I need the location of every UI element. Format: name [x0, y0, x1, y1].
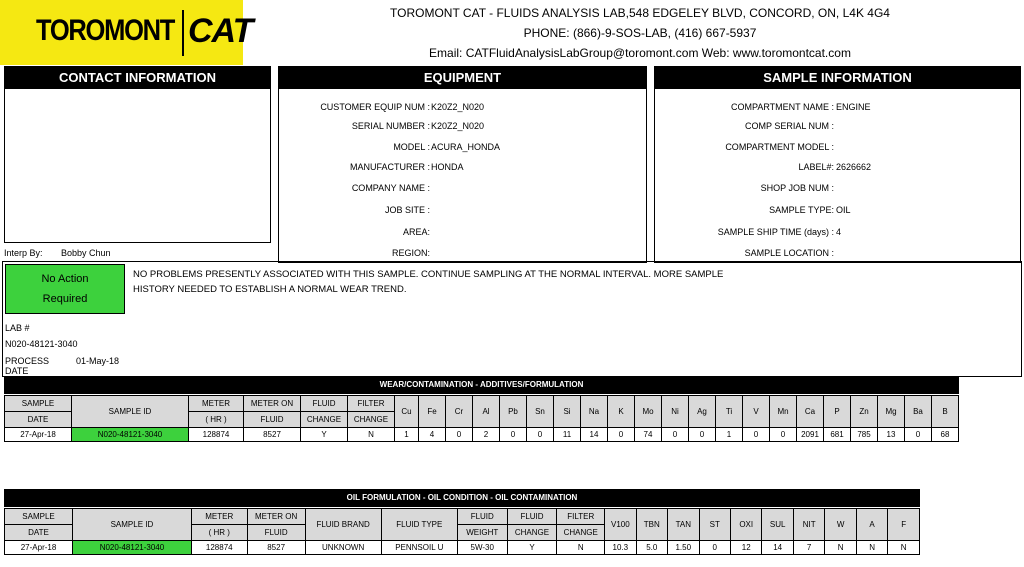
column-header: SAMPLE ID	[72, 396, 189, 428]
table-cell: 0	[699, 541, 730, 555]
column-header: Pb	[500, 396, 527, 428]
equipment-field-label: SERIAL NUMBER :	[351, 121, 430, 131]
column-header: METER	[189, 396, 244, 412]
table-cell: 5W-30	[457, 541, 507, 555]
column-header-sub: DATE	[5, 525, 73, 541]
equipment-field-value: ACURA_HONDA	[431, 142, 501, 152]
sample-field-label: LABEL#:	[798, 162, 834, 172]
column-header: Ti	[716, 396, 743, 428]
status-badge	[5, 264, 125, 314]
table-cell: 0	[662, 428, 689, 442]
column-header: Zn	[851, 396, 878, 428]
column-header: FILTER	[348, 396, 395, 412]
lab-number-label: LAB #	[5, 323, 30, 333]
table-cell: 0	[743, 428, 770, 442]
column-header: Ba	[905, 396, 932, 428]
column-header: F	[888, 509, 920, 541]
table-cell: 0	[500, 428, 527, 442]
column-header-sub: ( HR )	[189, 412, 244, 428]
column-header-sub: WEIGHT	[457, 525, 507, 541]
wear-table	[4, 395, 959, 442]
table-cell: 0	[527, 428, 554, 442]
sample-title: SAMPLE INFORMATION	[655, 67, 1020, 89]
process-date-value: 01-May-18	[76, 356, 120, 366]
column-header: TAN	[668, 509, 699, 541]
column-header: FLUID TYPE	[381, 509, 457, 541]
column-header: Si	[554, 396, 581, 428]
column-header: Cr	[446, 396, 473, 428]
table-row	[5, 428, 959, 442]
sample-field-value: 4	[836, 227, 842, 237]
sample-field-label: SAMPLE TYPE:	[769, 205, 834, 215]
table-cell: 8527	[247, 541, 305, 555]
column-header: Mo	[635, 396, 662, 428]
column-header: Ca	[797, 396, 824, 428]
sample-field-label: SAMPLE SHIP TIME (days) :	[717, 227, 834, 237]
column-header: Mg	[878, 396, 905, 428]
column-header-sub: ( HR )	[191, 525, 247, 541]
table-cell: 0	[905, 428, 932, 442]
table-cell: 13	[878, 428, 905, 442]
table-cell: 10.3	[605, 541, 636, 555]
table-cell: 0	[770, 428, 797, 442]
table-cell: 0	[689, 428, 716, 442]
column-header: SAMPLE	[5, 509, 73, 525]
table-cell: 1	[716, 428, 743, 442]
table-cell: 4	[419, 428, 446, 442]
column-header-sub: CHANGE	[348, 412, 395, 428]
process-label-line2: DATE	[5, 366, 29, 376]
column-header: Sn	[527, 396, 554, 428]
lab-address: TOROMONT CAT - FLUIDS ANALYSIS LAB,548 EDGELEY BLVD, CONCORD, ON, L4K 4G4	[390, 6, 890, 20]
column-header: METER	[191, 509, 247, 525]
column-header: TBN	[636, 509, 667, 541]
table-cell: N	[557, 541, 605, 555]
oil-table-title: OIL FORMULATION - OIL CONDITION - OIL CONTAMINATION	[4, 489, 920, 507]
column-header: P	[824, 396, 851, 428]
column-header: NIT	[793, 509, 824, 541]
column-header: SUL	[762, 509, 793, 541]
equipment-field-label: MODEL :	[393, 142, 430, 152]
table-cell: 0	[446, 428, 473, 442]
sample-field-label: COMPARTMENT NAME :	[730, 102, 834, 112]
table-cell: 27-Apr-18	[5, 428, 72, 442]
column-header-sub: FLUID	[244, 412, 301, 428]
equipment-field-value: K20Z2_N020	[431, 121, 485, 131]
interp-value: Bobby Chun	[61, 248, 111, 258]
equipment-field-value: HONDA	[431, 162, 464, 172]
sample-field-value: OIL	[836, 205, 851, 215]
column-header: Ni	[662, 396, 689, 428]
interp-label: Interp By:	[4, 248, 43, 258]
column-header: FLUID	[507, 509, 557, 525]
table-cell: 128874	[189, 428, 244, 442]
contact-panel	[4, 66, 271, 243]
equipment-field-value: K20Z2_N020	[431, 102, 485, 112]
table-row	[5, 541, 920, 555]
table-cell: 128874	[191, 541, 247, 555]
comment-line1: NO PROBLEMS PRESENTLY ASSOCIATED WITH THIS SAMPLE. CONTINUE SAMPLING AT THE NORMAL INTERVAL. MORE SAMPLE	[133, 269, 724, 280]
table-cell: 74	[635, 428, 662, 442]
equipment-field-label: COMPANY NAME :	[351, 183, 430, 193]
process-date-label	[5, 356, 49, 376]
table-cell: 68	[932, 428, 959, 442]
table-cell: 27-Apr-18	[5, 541, 73, 555]
table-cell: 2	[473, 428, 500, 442]
column-header: Fe	[419, 396, 446, 428]
column-header: FILTER	[557, 509, 605, 525]
sample-field-label: COMP SERIAL NUM :	[744, 121, 834, 131]
contact-title: CONTACT INFORMATION	[5, 67, 270, 89]
column-header: FLUID	[301, 396, 348, 412]
table-cell: N	[348, 428, 395, 442]
column-header: SAMPLE	[5, 396, 72, 412]
table-cell: UNKNOWN	[305, 541, 381, 555]
sample-field-label: SHOP JOB NUM :	[760, 183, 834, 193]
toromont-logo: TOROMONT	[36, 14, 175, 47]
column-header: ST	[699, 509, 730, 541]
table-cell: Y	[507, 541, 557, 555]
column-header: B	[932, 396, 959, 428]
logo-divider	[182, 10, 184, 56]
sample-field-value: ENGINE	[836, 102, 871, 112]
sample-id-cell: N020-48121-3040	[73, 541, 192, 555]
process-label-line1: PROCESS	[5, 356, 50, 366]
column-header: V100	[605, 509, 636, 541]
table-cell: PENNSOIL U	[381, 541, 457, 555]
table-cell: 1	[395, 428, 419, 442]
column-header: Na	[581, 396, 608, 428]
column-header: Mn	[770, 396, 797, 428]
column-header: Ag	[689, 396, 716, 428]
table-cell: 14	[762, 541, 793, 555]
column-header-sub: CHANGE	[507, 525, 557, 541]
oil-table	[4, 508, 920, 555]
table-cell: Y	[301, 428, 348, 442]
sample-field-label: COMPARTMENT MODEL :	[725, 142, 834, 152]
table-cell: N	[856, 541, 887, 555]
table-cell: 7	[793, 541, 824, 555]
column-header: OXI	[730, 509, 761, 541]
table-cell: 681	[824, 428, 851, 442]
comment-text	[133, 267, 723, 297]
table-cell: 785	[851, 428, 878, 442]
equipment-field-label: CUSTOMER EQUIP NUM :	[320, 102, 430, 112]
table-cell: 12	[730, 541, 761, 555]
sample-id-cell: N020-48121-3040	[72, 428, 189, 442]
table-cell: 0	[608, 428, 635, 442]
equipment-field-label: MANUFACTURER :	[349, 162, 430, 172]
table-cell: 14	[581, 428, 608, 442]
column-header-sub: FLUID	[247, 525, 305, 541]
table-cell: N	[825, 541, 856, 555]
equipment-field-label: REGION:	[391, 248, 430, 258]
column-header: Cu	[395, 396, 419, 428]
status-line2: Required	[42, 293, 88, 305]
column-header: FLUID BRAND	[305, 509, 381, 541]
sample-field-label: SAMPLE LOCATION :	[744, 248, 834, 258]
column-header: METER ON	[244, 396, 301, 412]
column-header-sub: CHANGE	[557, 525, 605, 541]
column-header-sub: CHANGE	[301, 412, 348, 428]
column-header: V	[743, 396, 770, 428]
cat-logo: CAT	[188, 12, 253, 50]
column-header: METER ON	[247, 509, 305, 525]
lab-number-value: N020-48121-3040	[5, 339, 78, 349]
table-cell: 8527	[244, 428, 301, 442]
column-header-sub: DATE	[5, 412, 72, 428]
table-cell: 11	[554, 428, 581, 442]
table-cell: 1.50	[668, 541, 699, 555]
column-header: FLUID	[457, 509, 507, 525]
column-header: A	[856, 509, 887, 541]
equipment-field-label: JOB SITE :	[384, 205, 430, 215]
wear-table-title: WEAR/CONTAMINATION - ADDITIVES/FORMULATION	[4, 376, 959, 394]
column-header: SAMPLE ID	[73, 509, 192, 541]
lab-contact: Email: CATFluidAnalysisLabGroup@toromont.com Web: www.toromontcat.com	[429, 46, 851, 60]
equipment-title: EQUIPMENT	[279, 67, 646, 89]
status-line1: No Action	[41, 273, 89, 285]
table-cell: 2091	[797, 428, 824, 442]
column-header: K	[608, 396, 635, 428]
equipment-field-label: AREA:	[402, 227, 430, 237]
column-header: Al	[473, 396, 500, 428]
table-cell: N	[888, 541, 920, 555]
lab-phone: PHONE: (866)-9-SOS-LAB, (416) 667-5937	[523, 26, 757, 40]
column-header: W	[825, 509, 856, 541]
table-cell: 5.0	[636, 541, 667, 555]
sample-field-value: 2626662	[836, 162, 872, 172]
comment-line2: HISTORY NEEDED TO ESTABLISH A NORMAL WEAR TREND.	[133, 284, 407, 295]
